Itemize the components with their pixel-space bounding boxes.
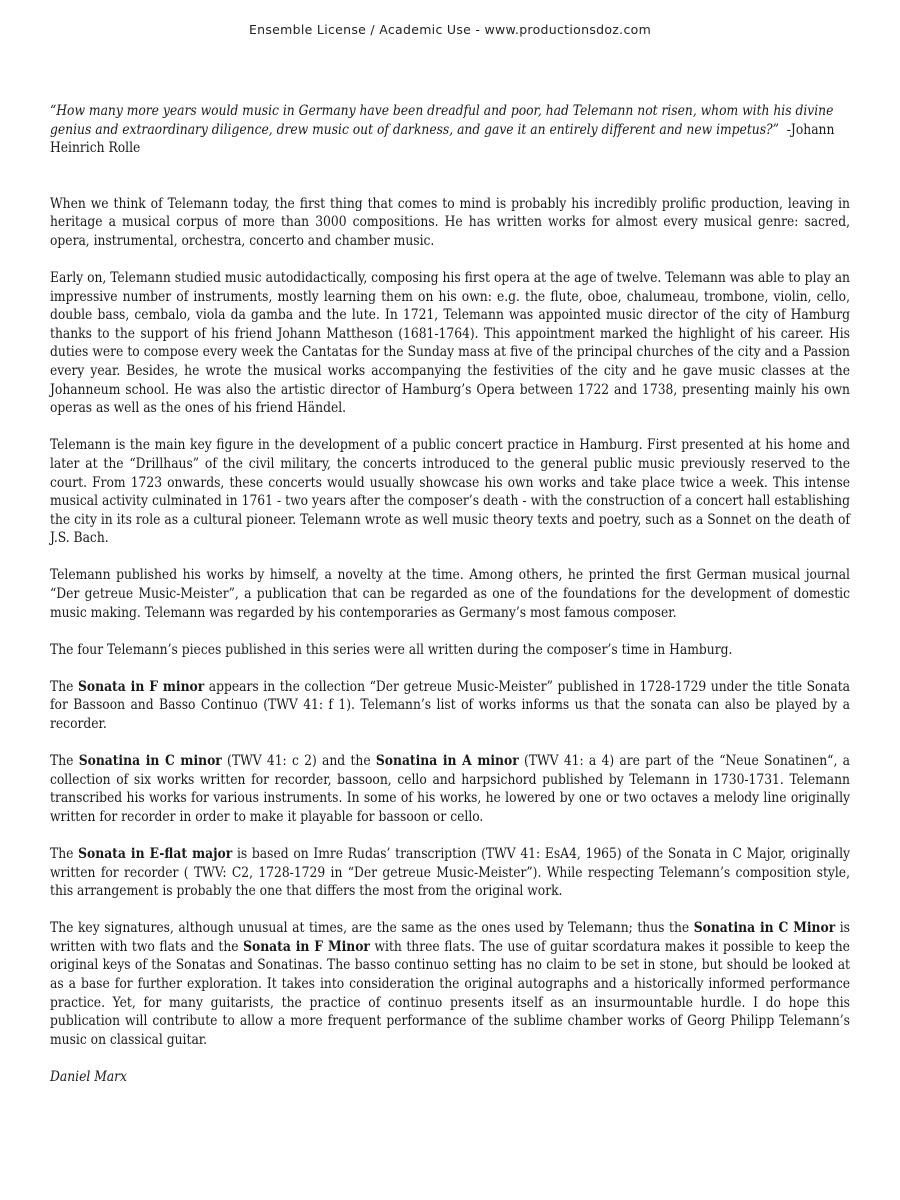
sonatina-a-minor-title: Sonatina in A minor — [375, 753, 519, 770]
author-signature: Daniel Marx — [50, 1068, 127, 1085]
document-body — [50, 102, 850, 1105]
paragraph-sonatinas: The Sonatina in C minor (TWV 41: c 2) and the Sonatina in A minor (TWV 41: a 4) are part of the “Neue Sonatinen“, a collection of six works written for recorder, bassoon, cello and harpsichord published by Telemann in 1730-1731. Telemann transcribed his works for various instruments. In some of his works, he lowered by one or two octaves a melody line originally written for recorder in order to make it playable for bassoon or cello. — [50, 753, 850, 825]
quote-text: “How many more years would music in Germany have been dreadful and poor, had Telemann not risen, whom with his divine genius and extraordinary diligence, drew music out of darkness, and gave it an entirely different and new impetus?” — [50, 103, 834, 138]
quote-attribution: -Johann Heinrich Rolle — [50, 121, 835, 157]
epigraph-quote — [50, 102, 850, 158]
sonata-e-flat-title: Sonata in E-flat major — [78, 845, 233, 862]
paragraph-intro: When we think of Telemann today, the first thing that comes to mind is probably his incredibly prolific production, leaving in heritage a musical corpus of more than 3000 compositions. He has written works for almost every musical genre: sacred, opera, instrumental, orchestra, concerto and chamber music. — [50, 195, 850, 249]
paragraph-sonata-e-flat: The Sonata in E-flat major is based on Imre Rudas’ transcription (TWV 41: EsA4, 1965) of the Sonata in C Major, originally written for recorder ( TWV: C2, 1728-1729 in “Der getreue Music-Meister”). While respecting Telemann’s composition style, this arrangement is probably the one that differs the most from the original work. — [50, 845, 851, 900]
paragraph-early-career: Early on, Telemann studied music autodidactically, composing his first opera at the age of twelve. Telemann was able to play an impressive number of instruments, mostly learning them on his own: e.g. the flute, oboe, chalumeau, trombone, violin, cello, double bass, cembalo, viola da gamba and the lute. In 1721, Telemann was appointed music director of the city of Hamburg thanks to the support of his friend Johann Mattheson (1681-1764). This appointment marked the highlight of his career. His duties were to compose every week the Cantatas for the Sunday mass at five of the principal churches of the city and a Passion every year. Besides, he wrote the musical works accompanying the festivities of the city and he gave music classes at the Johanneum school. He was also the artistic director of Hamburg’s Opera between 1722 and 1738, presenting mainly his own operas as well as the ones of his friend Händel. — [50, 270, 850, 417]
paragraph-series: The four Telemann’s pieces published in this series were all written during the composer’s time in Hamburg. — [50, 641, 733, 658]
sonata-f-minor-title: Sonata in F minor — [78, 678, 205, 695]
sonatina-c-minor-title: Sonatina in C minor — [78, 753, 222, 770]
paragraph-public-concerts: Telemann is the main key figure in the development of a public concert practice in Hamburg. First presented at his home and later at the “Drillhaus” of the civil military, the concerts introduced to the general public music previously reserved to the court. From 1723 onwards, these concerts would usually showcase his own works and take place twice a week. This intense musical activity culminated in 1761 - two years after the composer’s death - with the construction of a concert hall establishing the city in its role as a cultural pioneer. Telemann wrote as well music theory texts and poetry, such as a Sonnet on the death of J.S. Bach. — [50, 437, 850, 547]
paragraph-key-signatures: The key signatures, although unusual at times, are the same as the ones used by Telemann; thus the Sonatina in C Minor is written with two flats and the Sonata in F Minor with three flats. The use of guitar scordatura makes it possible to keep the original keys of the Sonatas and Sonatinas. The basso continuo setting has no claim to be set in stone, but should be looked at as a base for further exploration. It takes into consideration the original autographs and a historically informed performance practice. Yet, for many guitarists, the practice of continuo presents itself as an insurmountable hurdle. I do hope this publication will contribute to allow a more frequent performance of the sublime chamber works of Georg Philipp Telemann’s music on classical guitar. — [50, 920, 850, 1048]
sonatina-c-minor-ref: Sonatina in C Minor — [693, 920, 836, 937]
sonata-f-minor-ref: Sonata in F Minor — [243, 938, 370, 955]
license-header: Ensemble License / Academic Use - www.productionsdoz.com — [248, 22, 652, 37]
paragraph-publishing: Telemann published his works by himself, a novelty at the time. Among others, he printed the first German musical journal “Der getreue Music-Meister”, a publication that can be regarded as one of the foundations for the development of domestic music making. Telemann was regarded by his contemporaries as Germany’s most famous composer. — [50, 567, 850, 621]
paragraph-sonata-f-minor: The Sonata in F minor appears in the collection “Der getreue Music-Meister” published in 1728-1729 under the title Sonata for Bassoon and Basso Continuo (TWV 41: f 1). Telemann’s list of works informs us that the sonata can also be played by a recorder. — [50, 678, 851, 732]
